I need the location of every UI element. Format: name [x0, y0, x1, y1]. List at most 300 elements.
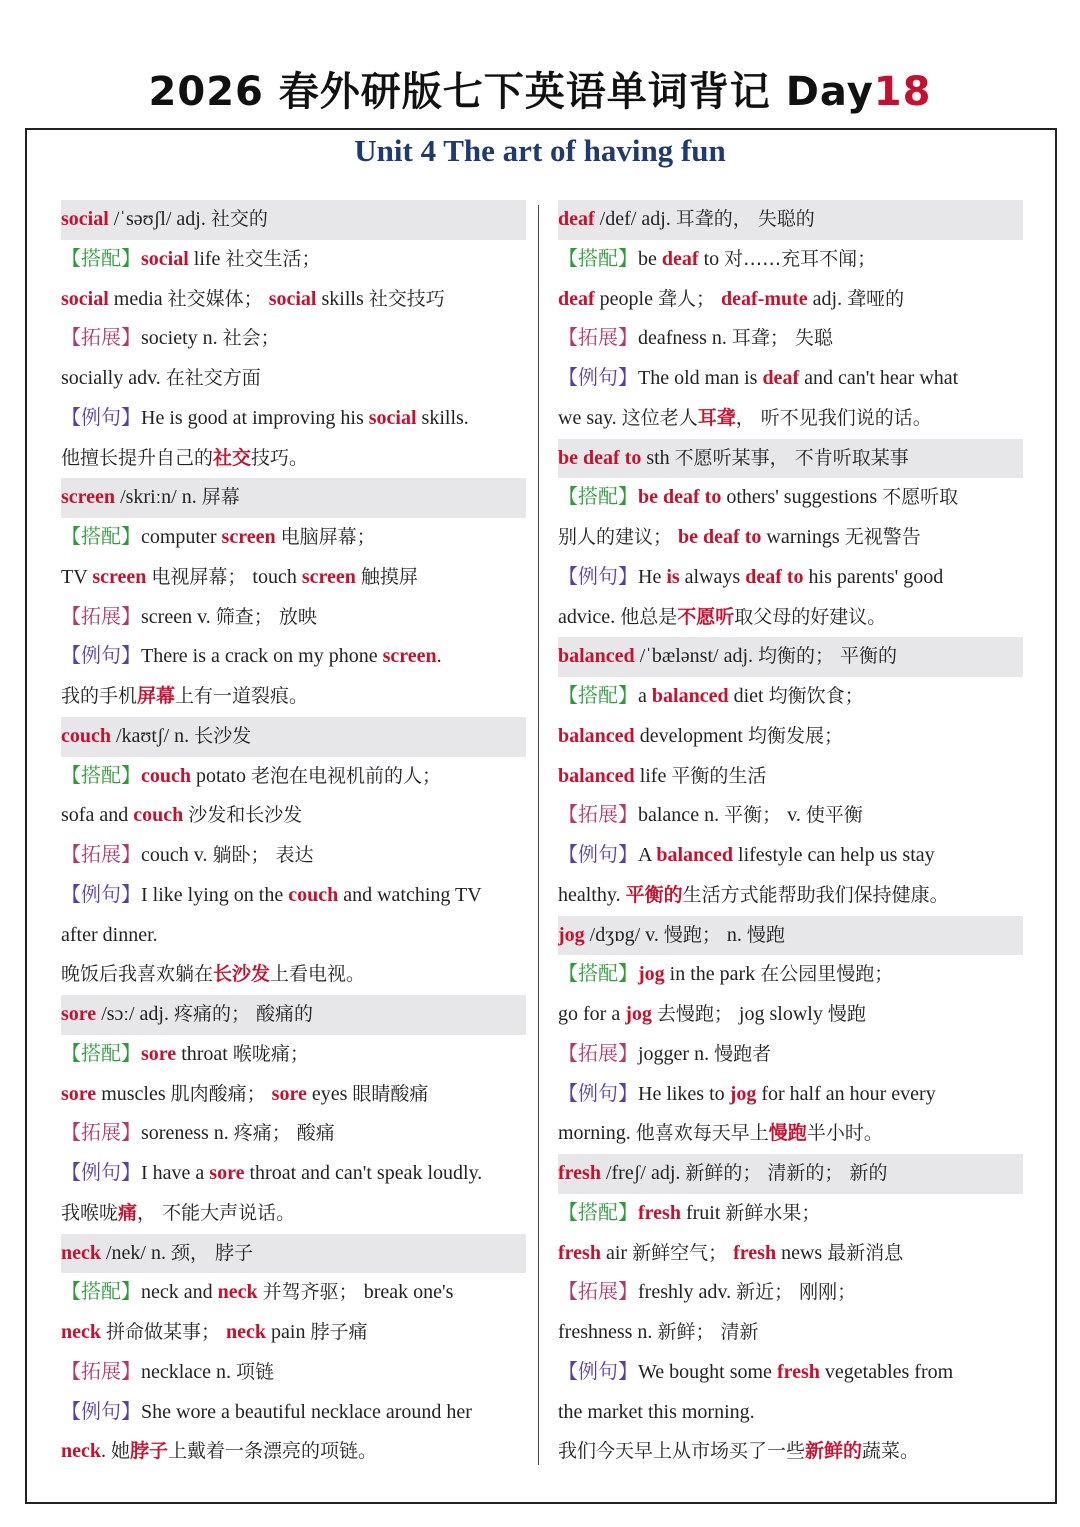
entry-line	[558, 1353, 1023, 1393]
chinese-text: 我的手机	[61, 685, 138, 707]
entry-line	[61, 1432, 526, 1472]
english-text: deafness n.	[638, 327, 732, 350]
english-text: /freʃ/ adj.	[600, 1162, 686, 1184]
chinese-text: 这位老人	[621, 406, 698, 429]
tag-example: 【例句】	[558, 844, 638, 866]
entry-headword-row	[61, 478, 526, 518]
english-text: .	[101, 1440, 111, 1463]
tag-extension: 【拓展】	[558, 1042, 638, 1065]
entry-line	[61, 916, 526, 956]
chinese-text: 拼命做某事；	[106, 1321, 227, 1343]
tag-extension: 【拓展】	[61, 327, 141, 350]
chinese-text: 喉咙痛；	[232, 1042, 309, 1065]
chinese-text: 我喉咙	[61, 1201, 119, 1224]
chinese-text: 生活方式能帮助我们保持健康。	[682, 883, 949, 906]
english-text: jog slowly	[738, 1003, 828, 1025]
chinese-text: 屏幕	[201, 486, 240, 509]
entry-line	[558, 518, 1023, 558]
english-text: warnings	[761, 526, 845, 548]
english-text: the market this morning.	[558, 1400, 755, 1423]
english-text: media	[108, 287, 168, 310]
chinese-text: 在社交方面	[165, 367, 261, 389]
tag-extension: 【拓展】	[61, 605, 141, 628]
english-text: throat	[176, 1042, 233, 1065]
entry-line	[61, 1194, 526, 1234]
keyword: jog	[625, 1003, 652, 1025]
english-text: I like lying on the	[141, 883, 289, 906]
english-text: life	[188, 247, 226, 270]
english-text: sth	[641, 446, 675, 469]
english-text: sofa and	[61, 804, 134, 827]
keyword: couch	[288, 883, 339, 906]
tag-collocation: 【搭配】	[61, 764, 141, 787]
chinese-text: 无视警告	[844, 526, 921, 548]
english-text: I have a	[141, 1162, 210, 1184]
keyword: balanced	[558, 645, 635, 668]
english-text: /ˈsəʊʃl/ adj.	[108, 208, 211, 230]
keyword: deaf	[558, 208, 595, 230]
chinese-highlight: 新鲜的	[805, 1440, 863, 1463]
chinese-text: 上有一道裂痕。	[175, 685, 309, 707]
chinese-text: 脖子痛	[310, 1321, 368, 1343]
tag-example: 【例句】	[61, 1400, 141, 1423]
keyword: neck	[61, 1440, 101, 1463]
english-text: socially adv.	[61, 367, 166, 389]
keyword: is	[666, 565, 680, 588]
english-text: He likes to	[638, 1082, 730, 1105]
chinese-text: 慢跑	[827, 1003, 866, 1025]
entry-headword-row	[61, 717, 526, 757]
tag-collocation: 【搭配】	[558, 1201, 638, 1224]
column-divider	[538, 205, 539, 1465]
chinese-highlight: 不愿听	[677, 605, 735, 628]
chinese-text: 项链	[235, 1360, 274, 1383]
chinese-text: 取父母的好建议。	[734, 605, 887, 628]
chinese-text: 上戴着一条漂亮的项链。	[168, 1440, 378, 1463]
keyword: sore	[271, 1082, 307, 1105]
english-text: break one's	[363, 1281, 454, 1304]
english-text: n.	[726, 923, 747, 946]
chinese-text: 慢跑者	[714, 1042, 772, 1065]
tag-collocation: 【搭配】	[558, 963, 638, 986]
tag-collocation: 【搭配】	[61, 526, 141, 548]
keyword: social	[141, 247, 189, 270]
keyword: be deaf to	[558, 446, 642, 469]
entry-line	[558, 796, 1023, 836]
chinese-text: 电视屏幕；	[151, 565, 253, 588]
english-text: We bought some	[638, 1360, 777, 1383]
entry-line	[61, 558, 526, 598]
entry-line	[61, 955, 526, 995]
chinese-text: 电脑屏幕；	[280, 526, 376, 548]
tag-extension: 【拓展】	[61, 1122, 141, 1145]
keyword: screen	[221, 526, 276, 548]
entry-line	[61, 637, 526, 677]
day-number: 18	[873, 69, 932, 115]
chinese-text: 对……充耳不闻；	[724, 247, 877, 270]
keyword: be deaf to	[638, 486, 722, 509]
page-title	[0, 66, 1080, 118]
english-text: a	[638, 685, 652, 707]
chinese-text: 聋哑的	[847, 287, 905, 310]
entry-headword-row	[558, 439, 1023, 479]
entry-line	[61, 439, 526, 479]
tag-extension: 【拓展】	[61, 844, 141, 866]
entry-line	[61, 1313, 526, 1353]
keyword: couch	[61, 724, 111, 747]
keyword: social	[368, 406, 417, 429]
keyword: deaf	[762, 367, 800, 389]
keyword: neck	[61, 1321, 101, 1343]
entry-line	[558, 1313, 1023, 1353]
entry-line	[558, 399, 1023, 439]
chinese-highlight: 社交	[213, 446, 252, 469]
english-text: diet	[728, 685, 769, 707]
right-column	[558, 200, 1023, 1472]
entry-line	[558, 1432, 1023, 1472]
entry-line	[558, 955, 1023, 995]
keyword: sore	[141, 1042, 177, 1065]
chinese-text: 技巧。	[251, 446, 309, 469]
chinese-highlight: 痛	[118, 1201, 138, 1224]
english-text: screen v.	[141, 605, 216, 628]
chinese-text: 他擅长提升自己的	[61, 446, 214, 469]
chinese-text: 使平衡	[805, 804, 863, 827]
entry-line	[558, 995, 1023, 1035]
english-text: throat and can't speak loudly.	[244, 1162, 483, 1184]
chinese-text: 不愿听某事， 不肯听取某事	[674, 446, 909, 469]
tag-collocation: 【搭配】	[558, 247, 638, 270]
chinese-text: 蔬菜。	[862, 1440, 920, 1463]
chinese-highlight: 屏幕	[137, 685, 176, 707]
entry-line	[61, 1154, 526, 1194]
english-text: and can't hear what	[799, 367, 959, 389]
entry-line	[558, 558, 1023, 598]
english-text: muscles	[96, 1082, 171, 1105]
keyword: balanced	[558, 764, 635, 787]
chinese-text: 疼痛； 酸痛	[233, 1122, 335, 1145]
keyword: deaf to	[745, 565, 804, 588]
keyword: screen	[301, 565, 356, 588]
tag-collocation: 【搭配】	[558, 486, 638, 509]
keyword: deaf-mute	[721, 287, 808, 310]
tag-extension: 【拓展】	[61, 1360, 141, 1383]
chinese-text: 慢跑；	[663, 923, 727, 946]
entry-line	[558, 240, 1023, 280]
chinese-text: 平衡的生活	[671, 764, 767, 787]
chinese-text: 新鲜空气；	[632, 1241, 734, 1264]
entry-line	[61, 1393, 526, 1433]
english-text: be	[638, 247, 662, 270]
english-text: The old man is	[638, 367, 763, 389]
chinese-text: 半小时。	[806, 1122, 883, 1145]
entry-line	[558, 677, 1023, 717]
english-text: society n.	[141, 327, 223, 350]
english-text: /nek/ n.	[101, 1241, 171, 1264]
english-text: healthy.	[558, 883, 626, 906]
entry-line	[61, 1353, 526, 1393]
entry-line	[558, 1194, 1023, 1234]
chinese-text: 去慢跑；	[656, 1003, 739, 1025]
chinese-text: 耳聋； 失聪	[731, 327, 833, 350]
chinese-text: 在公园里慢跑；	[760, 963, 894, 986]
english-text: jogger n.	[638, 1042, 715, 1065]
chinese-text: 最新消息	[827, 1241, 904, 1264]
english-text: He	[638, 565, 667, 588]
chinese-text: 社交技巧	[368, 287, 445, 310]
english-text: There is a crack on my phone	[141, 645, 383, 668]
english-text: touch	[252, 565, 302, 588]
keyword: fresh	[558, 1241, 601, 1264]
english-text: /def/ adj.	[594, 208, 676, 230]
english-text: after dinner.	[61, 923, 158, 946]
entry-line	[558, 757, 1023, 797]
entry-line	[558, 876, 1023, 916]
chinese-text: 眼睛酸痛	[352, 1082, 429, 1105]
keyword: fresh	[776, 1360, 820, 1383]
left-column	[61, 200, 526, 1472]
chinese-text: 耳聋的， 失聪的	[675, 208, 815, 230]
entry-headword-row	[558, 200, 1023, 240]
entry-line	[61, 677, 526, 717]
tag-extension: 【拓展】	[558, 1281, 638, 1304]
chinese-text: 肌肉酸痛；	[170, 1082, 272, 1105]
keyword: screen	[382, 645, 437, 668]
entry-headword-row	[558, 916, 1023, 956]
entry-line	[558, 478, 1023, 518]
english-text: others' suggestions	[721, 486, 883, 509]
english-text: potato	[191, 764, 251, 787]
keyword: deaf	[558, 287, 595, 310]
english-text: v.	[787, 804, 806, 827]
keyword: balanced	[651, 685, 729, 707]
english-text: news	[776, 1241, 828, 1264]
entry-line	[558, 1234, 1023, 1274]
chinese-highlight: 耳聋	[697, 406, 736, 429]
english-text: soreness n.	[141, 1122, 234, 1145]
english-text: freshly adv.	[638, 1281, 737, 1304]
chinese-text: 社交生活；	[225, 247, 321, 270]
english-text: /ˈbælənst/ adj.	[634, 645, 759, 668]
keyword: jog	[558, 923, 585, 946]
keyword: fresh	[638, 1201, 681, 1224]
chinese-text: ， 听不见我们说的话。	[735, 406, 932, 429]
english-text: morning.	[558, 1122, 636, 1145]
entry-line	[558, 280, 1023, 320]
entry-line	[61, 280, 526, 320]
tag-example: 【例句】	[61, 406, 141, 429]
chinese-text: 沙发和长沙发	[188, 804, 303, 827]
english-text: /sɔː/ adj.	[96, 1003, 174, 1025]
english-text: necklace n.	[141, 1360, 236, 1383]
tag-example: 【例句】	[558, 1360, 638, 1383]
chinese-text: 触摸屏	[360, 565, 418, 588]
tag-collocation: 【搭配】	[61, 1281, 141, 1304]
chinese-text: 颈， 脖子	[171, 1241, 254, 1264]
chinese-text: 我们今天早上从市场买了一些	[558, 1440, 806, 1463]
chinese-text: 均衡发展；	[748, 724, 844, 747]
chinese-highlight: 脖子	[130, 1440, 169, 1463]
chinese-text: 他总是	[620, 605, 678, 628]
english-text: /dʒɒg/ v.	[584, 923, 664, 946]
tag-extension: 【拓展】	[558, 804, 638, 827]
english-text: balance n.	[638, 804, 725, 827]
english-text: neck and	[141, 1281, 218, 1304]
english-text: for half an hour every	[756, 1082, 936, 1105]
entry-line	[61, 359, 526, 399]
english-text: She wore a beautiful necklace around her	[141, 1400, 472, 1423]
keyword: neck	[217, 1281, 258, 1304]
english-text: /kaʊtʃ/ n.	[111, 724, 195, 747]
english-text: /skriːn/ n.	[115, 486, 202, 509]
keyword: sore	[61, 1082, 97, 1105]
keyword: neck	[226, 1321, 267, 1343]
english-text: He is good at improving his	[141, 406, 369, 429]
english-text: TV	[61, 565, 93, 588]
chinese-text: 均衡饮食；	[768, 685, 864, 707]
chinese-text: 社交媒体；	[167, 287, 269, 310]
entry-line	[61, 319, 526, 359]
english-text: and watching TV	[338, 883, 482, 906]
keyword: social	[61, 287, 109, 310]
entry-line	[558, 1075, 1023, 1115]
chinese-text: 上看电视。	[270, 963, 366, 986]
chinese-text: 老泡在电视机前的人；	[251, 764, 442, 787]
tag-example: 【例句】	[558, 367, 638, 389]
english-text: freshness n.	[558, 1321, 658, 1343]
entry-line	[558, 359, 1023, 399]
chinese-text: 平衡；	[724, 804, 788, 827]
keyword: deaf	[661, 247, 699, 270]
entry-line	[558, 1273, 1023, 1313]
entry-headword-row	[61, 200, 526, 240]
entry-line	[61, 1035, 526, 1075]
tag-collocation: 【搭配】	[61, 1042, 141, 1065]
keyword: sore	[209, 1162, 245, 1184]
english-text: adj.	[807, 287, 848, 310]
entry-line	[61, 1114, 526, 1154]
tag-collocation: 【搭配】	[61, 247, 141, 270]
chinese-text: 长沙发	[194, 724, 252, 747]
tag-example: 【例句】	[61, 645, 141, 668]
tag-collocation: 【搭配】	[558, 685, 638, 707]
tag-example: 【例句】	[61, 883, 141, 906]
title-prefix: 2026 春外研版七下英语单词背记 Day	[148, 69, 874, 115]
keyword: be deaf to	[678, 526, 762, 548]
english-text: go for a	[558, 1003, 626, 1025]
english-text: we say.	[558, 406, 622, 429]
english-text: vegetables from	[819, 1360, 954, 1383]
entry-line	[558, 1035, 1023, 1075]
entry-line	[61, 836, 526, 876]
entry-line	[61, 240, 526, 280]
entry-line	[558, 598, 1023, 638]
english-text: A	[638, 844, 657, 866]
chinese-text: 均衡的； 平衡的	[758, 645, 898, 668]
keyword: sore	[61, 1003, 97, 1025]
unit-title: Unit 4 The art of having fun	[354, 133, 726, 168]
chinese-highlight: 长沙发	[213, 963, 271, 986]
english-text: advice.	[558, 605, 621, 628]
chinese-text: 别人的建议；	[558, 526, 679, 548]
entry-line	[61, 1273, 526, 1313]
entry-line	[61, 399, 526, 439]
chinese-text: 他喜欢每天早上	[635, 1122, 769, 1145]
keyword: balanced	[656, 844, 734, 866]
english-text: lifestyle can help us stay	[733, 844, 935, 866]
chinese-text: 不愿听取	[882, 486, 959, 509]
entry-line	[558, 1114, 1023, 1154]
keyword: social	[61, 208, 109, 230]
keyword: jog	[729, 1082, 757, 1105]
chinese-text: ， 不能大声说话。	[137, 1201, 296, 1224]
chinese-text: 筛查； 放映	[215, 605, 317, 628]
chinese-text: 新鲜； 清新	[657, 1321, 759, 1343]
english-text: .	[436, 645, 442, 668]
entry-line	[61, 796, 526, 836]
tag-example: 【例句】	[61, 1162, 141, 1184]
keyword: couch	[141, 764, 191, 787]
entry-line	[558, 1393, 1023, 1433]
entry-line	[61, 598, 526, 638]
entry-headword-row	[61, 1234, 526, 1274]
keyword: neck	[61, 1241, 101, 1264]
entry-line	[558, 836, 1023, 876]
tag-example: 【例句】	[558, 565, 638, 588]
english-text: computer	[141, 526, 222, 548]
chinese-text: 社交的	[210, 208, 268, 230]
keyword: jog	[638, 963, 665, 986]
keyword: screen	[92, 565, 147, 588]
chinese-highlight: 平衡的	[625, 883, 683, 906]
keyword: screen	[61, 486, 116, 509]
chinese-text: 躺卧； 表达	[212, 844, 314, 866]
keyword: balanced	[558, 724, 635, 747]
english-text: eyes	[306, 1082, 353, 1105]
english-text: to	[698, 247, 725, 270]
english-text: life	[634, 764, 672, 787]
keyword: fresh	[733, 1241, 777, 1264]
entry-headword-row	[558, 1154, 1023, 1194]
chinese-text: 聋人；	[657, 287, 722, 310]
english-text: pain	[266, 1321, 311, 1343]
tag-extension: 【拓展】	[558, 327, 638, 350]
chinese-text: 疼痛的； 酸痛的	[173, 1003, 313, 1025]
english-text: skills.	[416, 406, 469, 429]
chinese-text: 社会；	[222, 327, 280, 350]
tag-example: 【例句】	[558, 1082, 638, 1105]
entry-headword-row	[558, 637, 1023, 677]
english-text: air	[600, 1241, 633, 1264]
chinese-highlight: 慢跑	[768, 1122, 807, 1145]
chinese-text: 晚饭后我喜欢躺在	[61, 963, 214, 986]
keyword: fresh	[558, 1162, 601, 1184]
english-text: development	[634, 724, 748, 747]
english-text: his parents' good	[803, 565, 944, 588]
chinese-text: 慢跑	[746, 923, 785, 946]
entry-line	[61, 1075, 526, 1115]
entry-headword-row	[61, 995, 526, 1035]
entry-line	[61, 757, 526, 797]
english-text: couch v.	[141, 844, 213, 866]
chinese-text: 并驾齐驱；	[262, 1281, 364, 1304]
english-text: skills	[316, 287, 369, 310]
chinese-text: 新近； 刚刚；	[736, 1281, 857, 1304]
english-text: always	[679, 565, 746, 588]
entry-line	[558, 319, 1023, 359]
entry-line	[61, 876, 526, 916]
keyword: couch	[133, 804, 184, 827]
